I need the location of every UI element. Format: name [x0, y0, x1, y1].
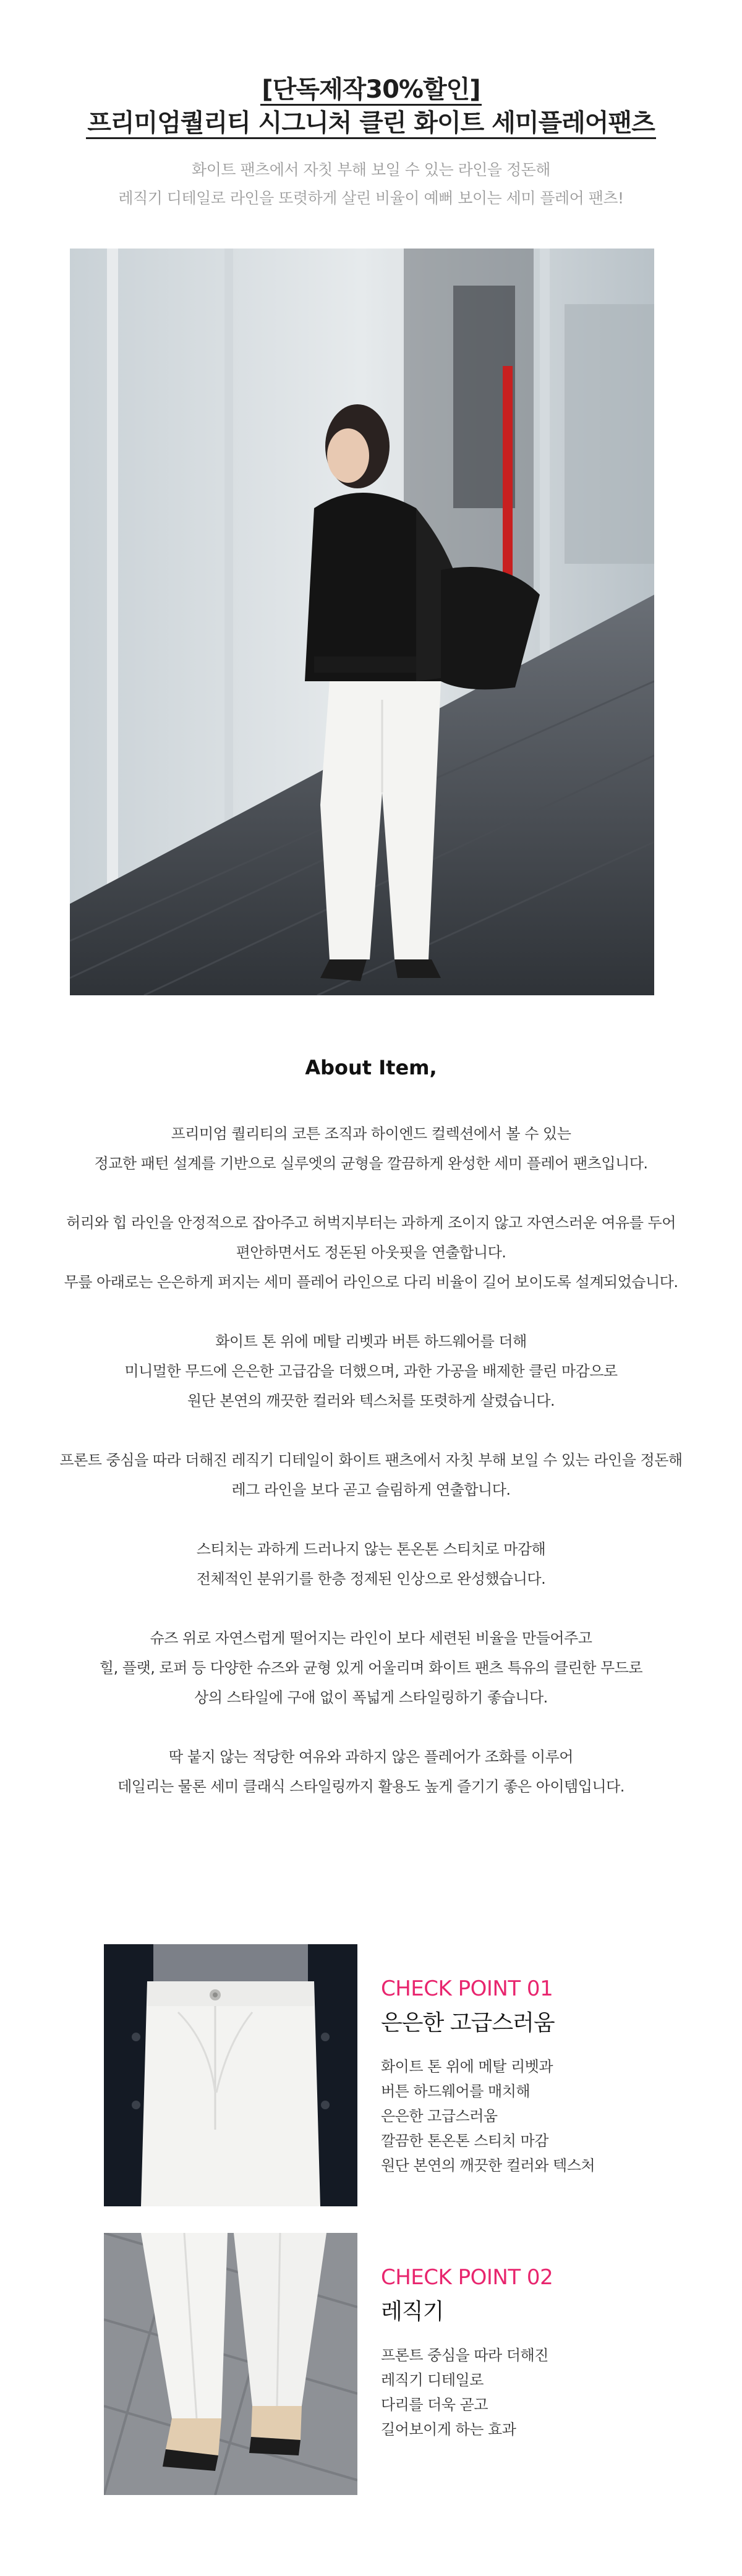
checkpoint-2-photo	[104, 2233, 357, 2495]
subtitle	[0, 156, 742, 213]
checkpoint-2-line: 프론트 중심을 따라 더해진	[381, 2347, 548, 2364]
checkpoint-2-line: 다리를 더욱 곧고	[381, 2396, 488, 2413]
about-title: About Item,	[305, 1056, 437, 1079]
about-line: 미니멀한 무드에 은은한 고급감을 더했으며, 과한 가공을 배제한 클린 마감으로	[124, 1362, 618, 1380]
hero-photo	[70, 249, 654, 995]
title-line-1	[0, 73, 742, 106]
about-line: 허리와 힙 라인을 안정적으로 잡아주고 허벅지부터는 과하게 조이지 않고 자연스러운 여유를 두어	[66, 1214, 676, 1231]
about-line: 전체적인 분위기를 한층 정제된 인상으로 완성했습니다.	[196, 1570, 546, 1588]
checkpoint-1-label: CHECK POINT 01	[381, 1976, 553, 2001]
about-paragraph-5	[0, 1534, 742, 1594]
about-paragraph-3	[0, 1327, 742, 1416]
title-text-1: [단독제작30%할인]	[260, 75, 481, 106]
checkpoint-1-description	[381, 2054, 653, 2178]
about-paragraph-4	[0, 1445, 742, 1505]
title-line-2	[0, 106, 742, 140]
about-line: 프론트 중심을 따라 더해진 레직기 디테일이 화이트 팬츠에서 자칫 부해 보일 수 있는 라인을 정돈해	[59, 1452, 683, 1469]
checkpoint-1	[104, 1944, 648, 2206]
subtitle-line-2: 레직기 디테일로 라인을 또렷하게 살린 비율이 예뻐 보이는 세미 플레어 팬츠!	[118, 189, 624, 207]
about-paragraph-2	[0, 1208, 742, 1297]
title-text-2: 프리미엄퀄리티 시그니처 클린 화이트 세미플레어팬츠	[86, 109, 655, 139]
about-section	[0, 1056, 742, 1831]
about-paragraph-7	[0, 1742, 742, 1801]
about-line: 스티치는 과하게 드러나지 않는 톤온톤 스티치로 마감해	[196, 1541, 546, 1558]
checkpoint-2	[104, 2233, 648, 2495]
checkpoint-2-line: 길어보이게 하는 효과	[381, 2421, 516, 2438]
about-paragraph-6	[0, 1623, 742, 1712]
checkpoint-1-photo	[104, 1944, 357, 2206]
about-line: 편안하면서도 정돈된 아웃핏을 연출합니다.	[236, 1244, 506, 1261]
checkpoint-1-line: 깔끔한 톤온톤 스티치 마감	[381, 2132, 548, 2149]
checkpoint-1-text	[381, 1976, 653, 2178]
about-line: 딱 붙지 않는 적당한 여유와 과하지 않은 플레어가 조화를 이루어	[169, 1748, 573, 1766]
checkpoint-1-line: 버튼 하드웨어를 매치해	[381, 2083, 531, 2100]
checkpoint-1-heading: 은은한 고급스러움	[381, 2010, 555, 2036]
product-header	[0, 0, 742, 213]
about-line: 정교한 패턴 설계를 기반으로 실루엣의 균형을 깔끔하게 완성한 세미 플레어 팬츠입니다.	[94, 1155, 648, 1172]
about-line: 슈즈 위로 자연스럽게 떨어지는 라인이 보다 세련된 비율을 만들어주고	[150, 1630, 592, 1647]
about-line: 화이트 톤 위에 메탈 리벳과 버튼 하드웨어를 더해	[215, 1333, 527, 1350]
checkpoint-2-label: CHECK POINT 02	[381, 2265, 553, 2290]
about-line: 힐, 플랫, 로퍼 등 다양한 슈즈와 균형 있게 어울리며 화이트 팬츠 특유의 클린한 무드로	[99, 1659, 643, 1677]
checkpoint-1-line: 원단 본연의 깨끗한 컬러와 텍스처	[381, 2157, 595, 2174]
checkpoint-2-illustration	[104, 2233, 357, 2495]
checkpoint-2-description	[381, 2343, 653, 2442]
about-line: 원단 본연의 깨끗한 컬러와 텍스처를 또렷하게 살렸습니다.	[187, 1392, 555, 1409]
about-line: 데일리는 물론 세미 클래식 스타일링까지 활용도 높게 즐기기 좋은 아이템입니다.	[117, 1778, 625, 1795]
checkpoint-1-illustration	[104, 1944, 357, 2206]
checkpoint-2-text	[381, 2265, 653, 2442]
about-line: 상의 스타일에 구애 없이 폭넓게 스타일링하기 좋습니다.	[194, 1689, 548, 1706]
subtitle-line-1: 화이트 팬츠에서 자칫 부해 보일 수 있는 라인을 정돈해	[192, 161, 550, 179]
checkpoint-2-heading: 레직기	[381, 2299, 444, 2324]
checkpoint-1-line: 화이트 톤 위에 메탈 리벳과	[381, 2058, 553, 2075]
about-paragraph-1	[0, 1119, 742, 1178]
about-line: 무릎 아래로는 은은하게 퍼지는 세미 플레어 라인으로 다리 비율이 길어 보이도록 설계되었습니다.	[64, 1273, 678, 1291]
checkpoint-1-line: 은은한 고급스러움	[381, 2107, 498, 2125]
checkpoint-2-line: 레직기 디테일로	[381, 2371, 484, 2389]
about-line: 프리미엄 퀄리티의 코튼 조직과 하이엔드 컬렉션에서 볼 수 있는	[171, 1125, 571, 1142]
hero-illustration	[70, 249, 654, 995]
about-line: 레그 라인을 보다 곧고 슬림하게 연출합니다.	[231, 1481, 511, 1498]
